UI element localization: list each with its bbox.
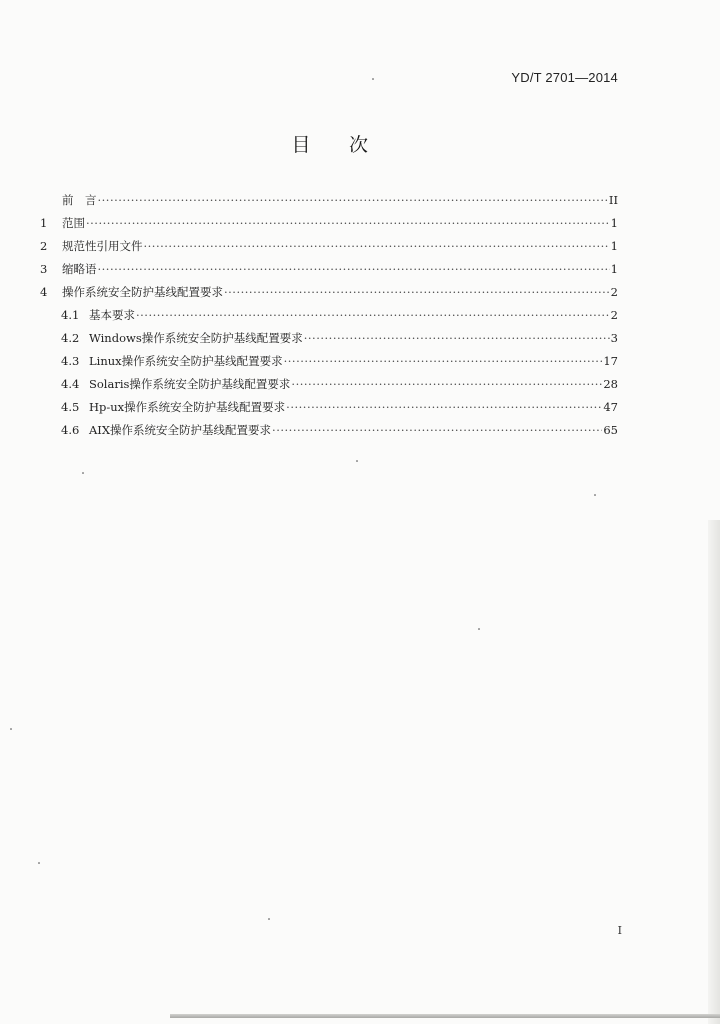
toc-entry-number: 4: [40, 285, 48, 299]
toc-entry-label: Linux操作系统安全防护基线配置要求: [89, 354, 283, 368]
toc-entry-label: Hp-ux操作系统安全防护基线配置要求: [89, 400, 286, 414]
toc-entry-page: 2: [610, 285, 618, 299]
standard-code: YD/T 2701—2014: [511, 70, 618, 85]
toc-entry-windows: [40, 330, 618, 353]
toc-entry-basic-requirements: [40, 307, 618, 330]
table-of-contents: [40, 192, 618, 445]
scan-speck: [478, 628, 480, 630]
scan-speck: [372, 78, 374, 80]
toc-entry-number: 4.5: [61, 400, 80, 414]
toc-entry-label: 操作系统安全防护基线配置要求: [62, 285, 223, 299]
toc-entry-page: 17: [603, 354, 618, 368]
page-bottom-edge: [170, 1014, 720, 1018]
scan-speck: [356, 460, 358, 462]
toc-entry-number: 4.1: [61, 308, 80, 322]
toc-entry-label: 规范性引用文件: [62, 239, 143, 253]
dot-leader: [291, 377, 602, 391]
toc-entry-number: 4.3: [61, 354, 80, 368]
toc-entry-label: 基本要求: [89, 308, 135, 322]
toc-entry-page: 65: [603, 423, 618, 437]
toc-entry-label: AIX操作系统安全防护基线配置要求: [89, 423, 272, 437]
scan-speck: [38, 862, 40, 864]
page-edge-shadow: [708, 520, 720, 1024]
dot-leader: [98, 262, 610, 276]
scan-speck: [10, 728, 12, 730]
toc-entry-number: 4.6: [61, 423, 80, 437]
dot-leader: [284, 354, 603, 368]
toc-entry-label: 范围: [62, 216, 85, 230]
toc-entry-number: 2: [40, 239, 48, 253]
toc-entry-normative-references: [40, 238, 618, 261]
dot-leader: [86, 216, 610, 230]
toc-entry-page: 1: [610, 239, 618, 253]
toc-entry-foreword: [40, 192, 618, 215]
scan-speck: [268, 918, 270, 920]
toc-entry-page: 28: [603, 377, 618, 391]
dot-leader: [272, 423, 602, 437]
toc-entry-label: 前 言: [62, 193, 97, 207]
page-number: I: [617, 924, 622, 937]
toc-entry-page: 1: [610, 216, 618, 230]
toc-entry-page: 3: [610, 331, 618, 345]
scan-speck: [594, 494, 596, 496]
toc-entry-page: II: [608, 193, 618, 207]
toc-entry-number: 1: [40, 216, 48, 230]
scan-speck: [82, 472, 84, 474]
toc-title: [0, 130, 660, 157]
toc-entry-baseline-requirements: [40, 284, 618, 307]
dot-leader: [304, 331, 610, 345]
toc-entry-label: Windows操作系统安全防护基线配置要求: [89, 331, 303, 345]
toc-entry-aix: [40, 422, 618, 445]
dot-leader: [98, 193, 608, 207]
dot-leader: [144, 239, 610, 253]
toc-title-char-2: 次: [349, 134, 369, 156]
dot-leader: [224, 285, 610, 299]
toc-entry-solaris: [40, 376, 618, 399]
toc-entry-number: 4.4: [61, 377, 80, 391]
dot-leader: [286, 400, 602, 414]
toc-entry-linux: [40, 353, 618, 376]
toc-entry-label: 缩略语: [62, 262, 97, 276]
toc-entry-number: 4.2: [61, 331, 80, 345]
toc-entry-abbreviations: [40, 261, 618, 284]
dot-leader: [136, 308, 610, 322]
toc-entry-page: 1: [610, 262, 618, 276]
toc-entry-label: Solaris操作系统安全防护基线配置要求: [89, 377, 291, 391]
toc-entry-scope: [40, 215, 618, 238]
toc-entry-page: 2: [610, 308, 618, 322]
toc-entry-hp-ux: [40, 399, 618, 422]
toc-title-char-1: 目: [291, 134, 311, 156]
toc-entry-number: 3: [40, 262, 48, 276]
toc-entry-page: 47: [603, 400, 618, 414]
